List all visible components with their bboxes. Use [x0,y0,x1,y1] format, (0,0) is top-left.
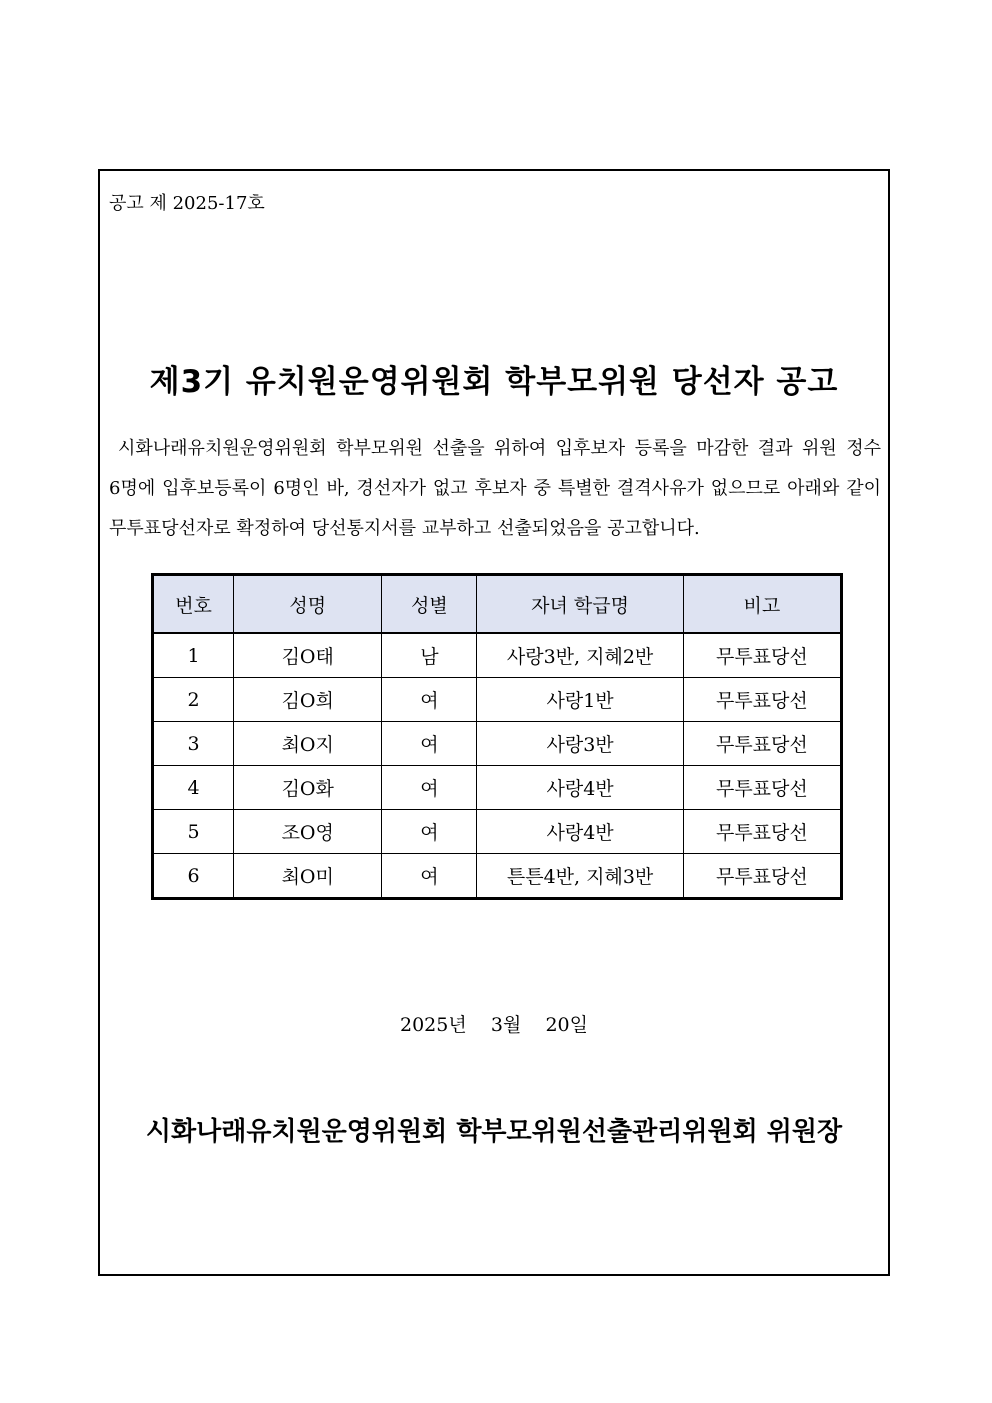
cell-gender: 여 [382,766,477,810]
notice-body: 시화나래유치원운영위원회 학부모위원 선출을 위하여 입후보자 등록을 마감한 결과 위원 정수 6명에 입후보등록이 6명인 바, 경선자가 없고 후보자 중 특별한 결격사유가 없으므로 아래와 같이 무투표당선자로 확정하여 당선통지서를 교부하고 선출되었음을 공고합니다. [109,438,881,539]
cell-remark: 무투표당선 [683,810,841,854]
cell-remark: 무투표당선 [683,633,841,678]
header-number: 번호 [153,575,234,634]
table-row [153,678,842,722]
table-row [153,810,842,854]
cell-class: 사랑4반 [477,810,683,854]
cell-number: 3 [153,722,234,766]
cell-name: 최O미 [234,854,382,899]
notice-date: 2025년 3월 20일 [400,1014,588,1036]
signer-title: 시화나래유치원운영위원회 학부모위원선출관리위원회 위원장 [145,1117,843,1147]
cell-class: 튼튼4반, 지혜3반 [477,854,683,899]
header-name: 성명 [234,575,382,634]
cell-name: 최O지 [234,722,382,766]
table-header-row [153,575,842,634]
table-row [153,854,842,899]
cell-number: 1 [153,633,234,678]
cell-gender: 남 [382,633,477,678]
header-gender: 성별 [382,575,477,634]
cell-class: 사랑4반 [477,766,683,810]
cell-remark: 무투표당선 [683,766,841,810]
elected-table [151,573,843,900]
notice-frame [98,169,890,1276]
header-remark: 비고 [683,575,841,634]
cell-number: 5 [153,810,234,854]
cell-name: 김O희 [234,678,382,722]
cell-name: 김O태 [234,633,382,678]
cell-gender: 여 [382,810,477,854]
table-row [153,722,842,766]
cell-gender: 여 [382,722,477,766]
page-title: 제3기 유치원운영위원회 학부모위원 당선자 공고 [149,364,839,400]
cell-remark: 무투표당선 [683,722,841,766]
cell-class: 사랑3반 [477,722,683,766]
cell-class: 사랑1반 [477,678,683,722]
table-row [153,633,842,678]
cell-remark: 무투표당선 [683,678,841,722]
cell-gender: 여 [382,854,477,899]
cell-name: 조O영 [234,810,382,854]
cell-class: 사랑3반, 지혜2반 [477,633,683,678]
cell-name: 김O화 [234,766,382,810]
cell-number: 6 [153,854,234,899]
cell-number: 4 [153,766,234,810]
cell-number: 2 [153,678,234,722]
notice-number: 공고 제 2025-17호 [109,193,265,214]
cell-gender: 여 [382,678,477,722]
table-row [153,766,842,810]
header-class: 자녀 학급명 [477,575,683,634]
cell-remark: 무투표당선 [683,854,841,899]
